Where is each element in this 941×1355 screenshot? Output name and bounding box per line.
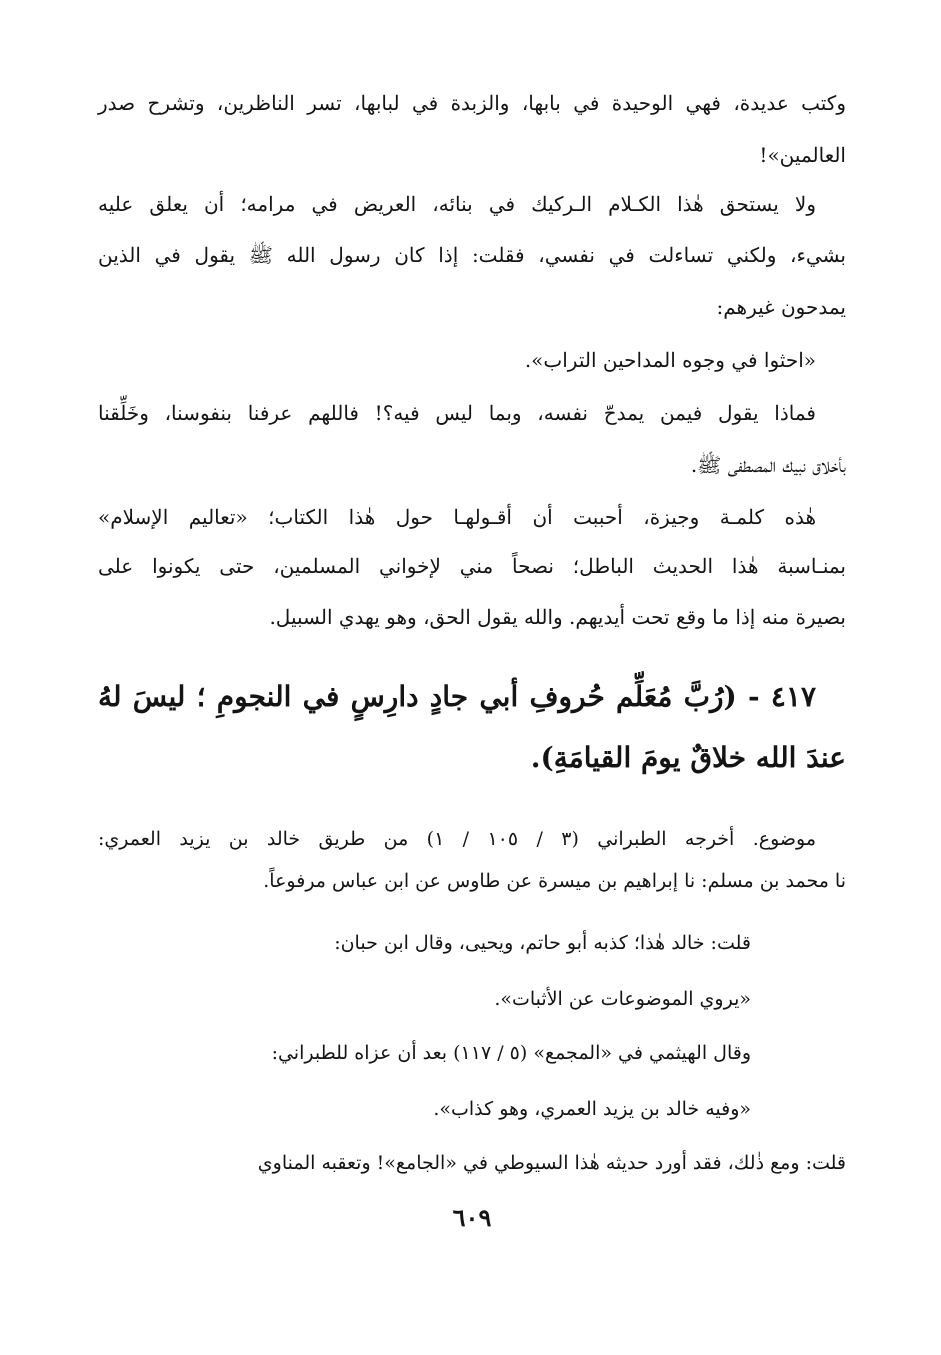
para1-line-3: يمدحون غيرهم: bbox=[716, 295, 846, 319]
quote-line: «احثوا في وجوه المداحين التراب». bbox=[524, 348, 816, 372]
comment-line-4: «وفيه خالد بن يزيد العمري، وهو كذاب». bbox=[433, 1098, 751, 1120]
book-page bbox=[98, 0, 846, 1355]
para3-line-3: بصيرة منه إذا ما وقع تحت أيديهم. والله يقول الحق، وهو يهدي السبيل. bbox=[269, 605, 846, 629]
para1-line-1: ولا يستحق هٰذا الكـلام الـركيك في بنائه، العريض في مرامه؛ أن يعلق عليه bbox=[98, 192, 816, 216]
takhrij-line-1: موضوع. أخرجه الطبراني (٣ / ١٠٥ / ١) من طريق خالد بن يزيد العمري: bbox=[98, 828, 817, 850]
comment-line-5: قلت: ومع ذٰلك، فقد أورد حديثه هٰذا السيوطي في «الجامع»! وتعقبه المناوي bbox=[257, 1152, 846, 1174]
comment-line-2: «يروي الموضوعات عن الأثبات». bbox=[494, 988, 751, 1010]
comment-line-3: وقال الهيثمي في «المجمع» (٥ / ١١٧) بعد أن عزاه للطبراني: bbox=[271, 1042, 751, 1064]
intro-line-1: وكتب عديدة، فهي الوحيدة في بابها، والزبدة في لبابها، تسر الناظرين، وتشرح صدر bbox=[98, 91, 846, 115]
para3-line-1: هٰذه كلمـة وجيزة، أحببت أن أقـولهـا حول هٰذا الكتاب؛ «تعاليم الإسلام» bbox=[98, 505, 816, 529]
takhrij-line-2: نا محمد بن مسلم: نا إبراهيم بن ميسرة عن طاوس عن ابن عباس مرفوعاً. bbox=[263, 870, 846, 892]
page-number: ٦٠٩ bbox=[452, 1203, 492, 1232]
para3-line-2: بمنـاسبة هٰذا الحديث الباطل؛ نصحاً مني لإخواني المسلمين، حتى يكونوا على bbox=[98, 554, 846, 578]
para2-line-1: فماذا يقول فيمن يمدحّ نفسه، وبما ليس فيه؟! فاللهم عرفنا بنفوسنا، وخَلِّقنا bbox=[98, 401, 816, 425]
comment-line-1: قلت: خالد هٰذا؛ كذبه أبو حاتم، ويحيى، وقال ابن حبان: bbox=[334, 932, 751, 954]
hadith-heading-line-2: عندَ الله خلاقٌ يومَ القيامَةِ). bbox=[530, 741, 846, 774]
para2-line-2: بأخلاق نبيك المصطفى ﷺ. bbox=[690, 453, 846, 477]
para1-line-2: بشيء، ولكني تساءلت في نفسي، فقلت: إذا كان رسول الله ﷺ يقول في الذين bbox=[98, 243, 846, 267]
intro-line-2: العالمين»! bbox=[759, 143, 846, 167]
hadith-heading-line-1: ٤١٧ - (رُبَّ مُعَلِّم حُروفِ أبي جادٍ دارِسٍ في النجومِ ؛ ليسَ لهُ bbox=[98, 680, 816, 713]
